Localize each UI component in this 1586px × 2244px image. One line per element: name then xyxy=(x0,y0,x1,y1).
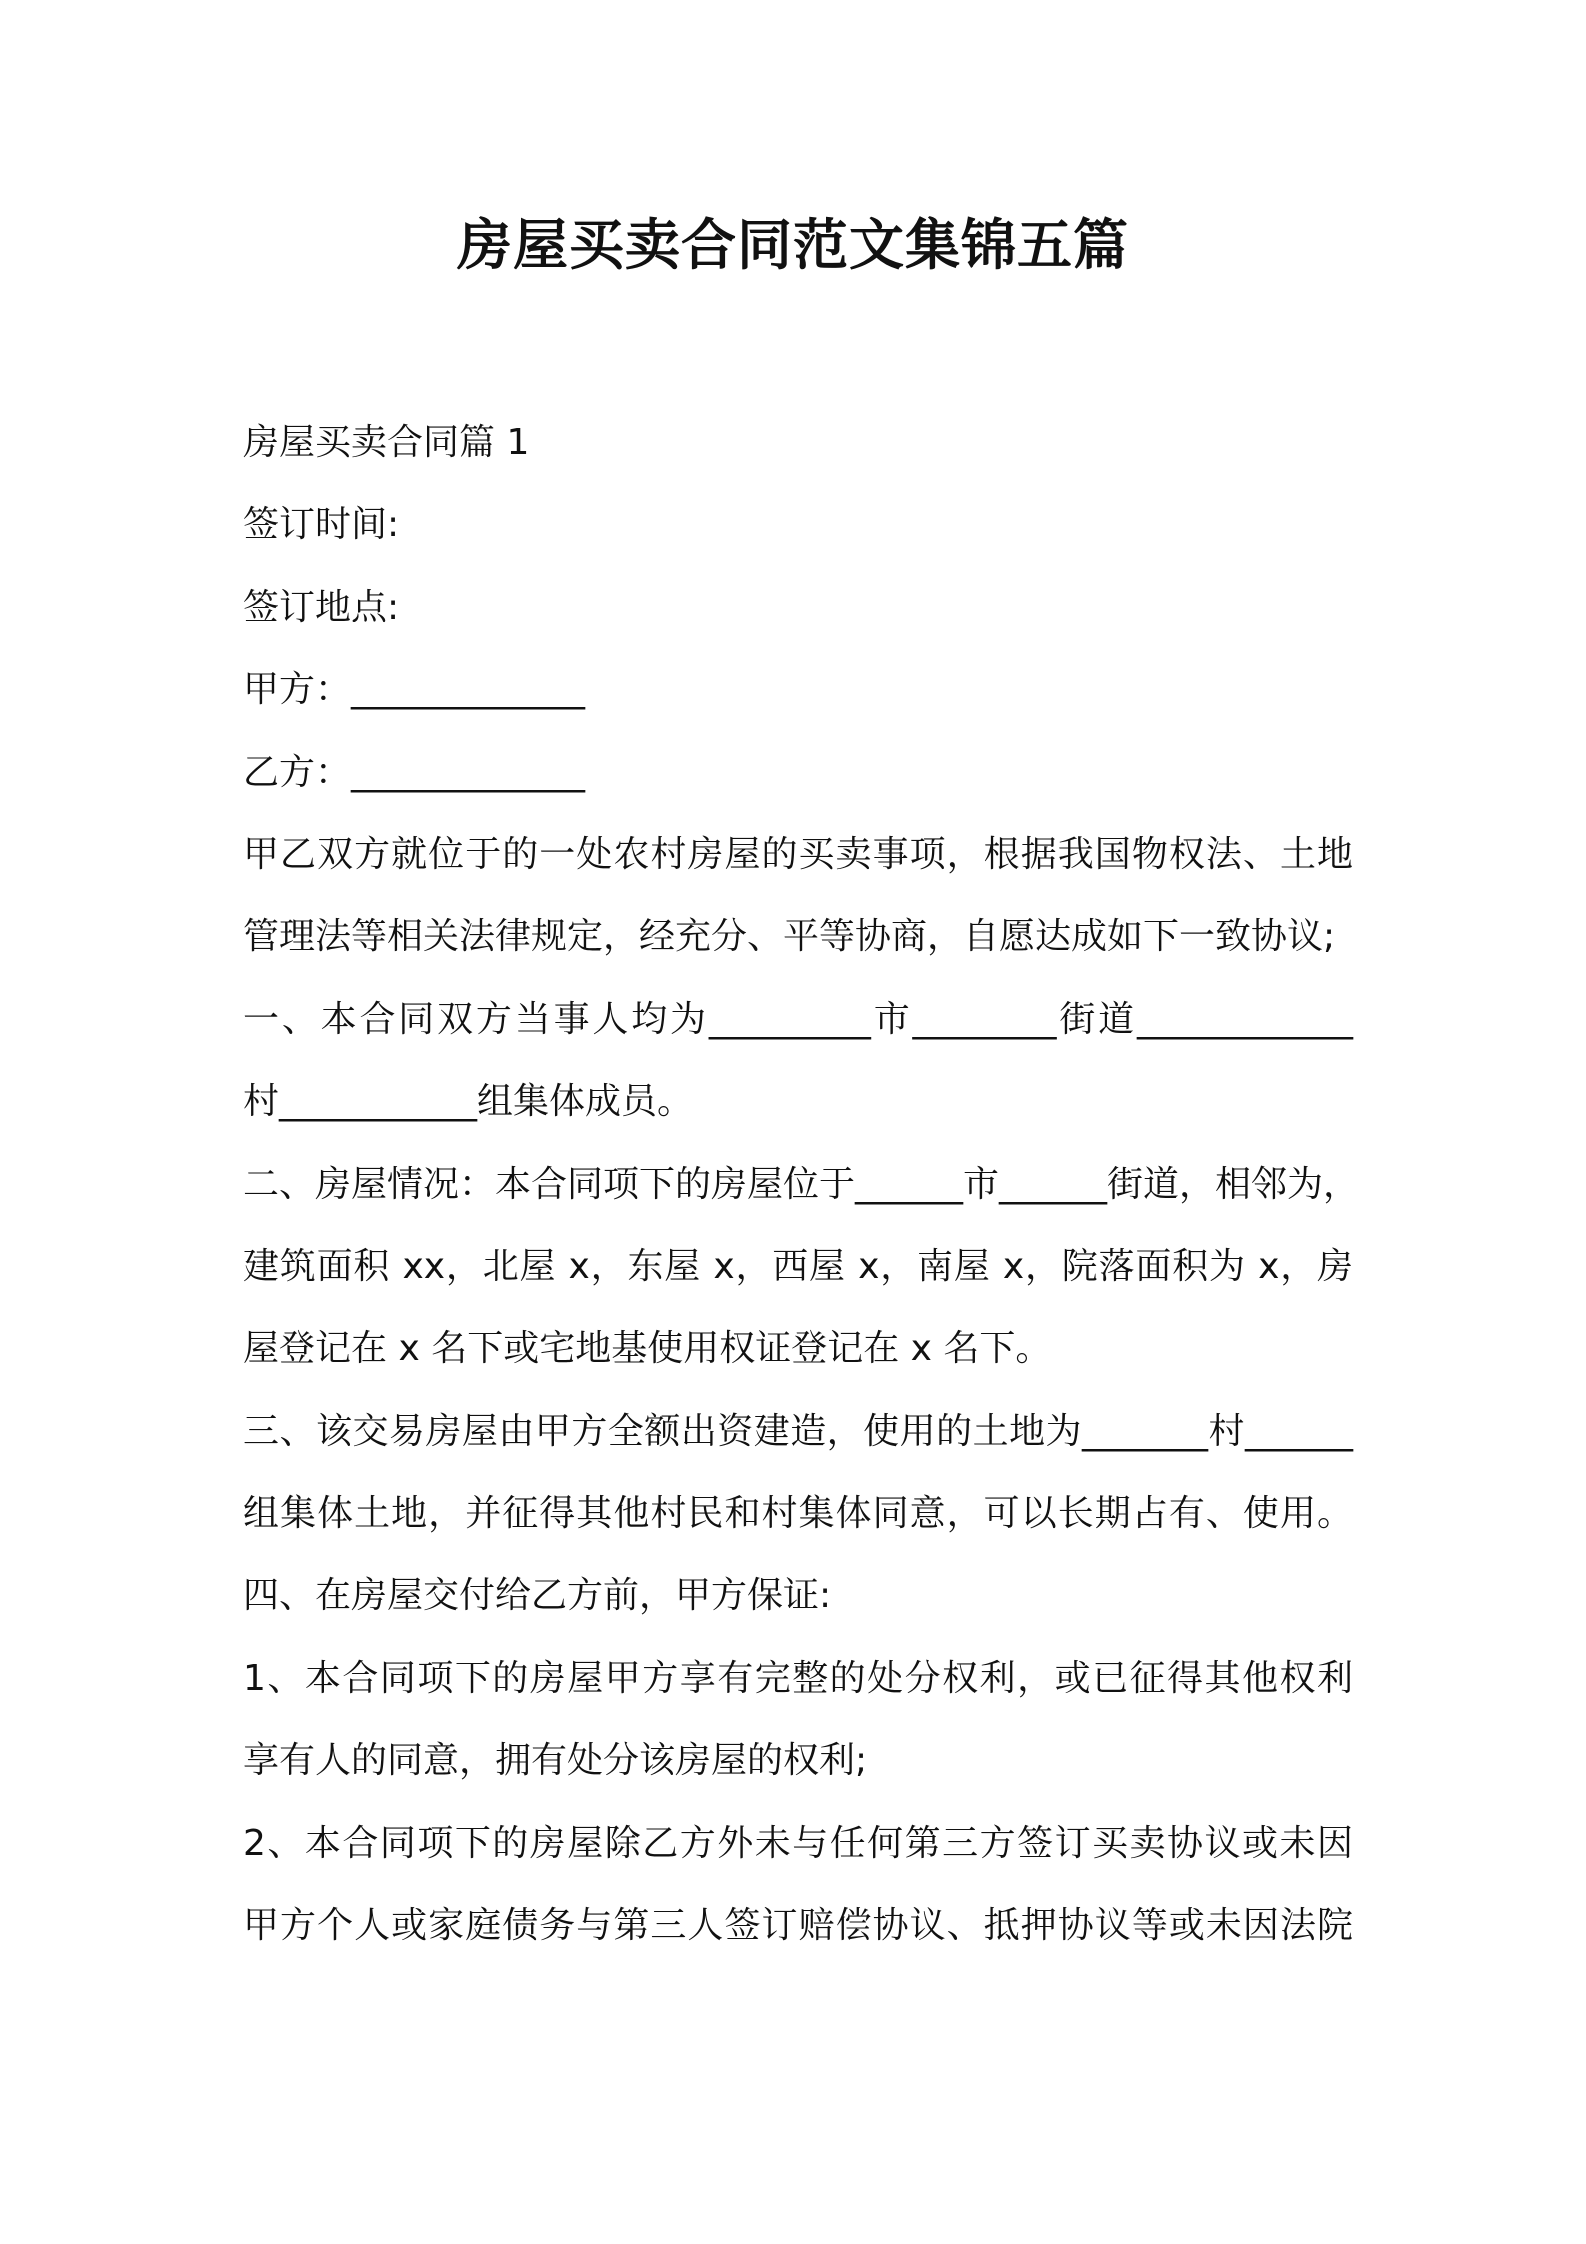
paragraph-line: 一、本合同双方当事人均为_________市________街道____________ xyxy=(243,998,1353,1040)
paragraph-line: 甲乙双方就位于的一处农村房屋的买卖事项，根据我国物权法、土地 xyxy=(243,833,1353,875)
paragraph-line: 2、本合同项下的房屋除乙方外未与任何第三方签订买卖协议或未因 xyxy=(243,1822,1353,1864)
paragraph-line: 享有人的同意，拥有处分该房屋的权利; xyxy=(243,1740,868,1782)
signing-time-field: 签订时间: xyxy=(243,504,400,546)
paragraph-line: 1、本合同项下的房屋甲方享有完整的处分权利，或已征得其他权利 xyxy=(243,1657,1353,1699)
paragraph-line: 二、房屋情况：本合同项下的房屋位于______市______街道，相邻为， xyxy=(243,1163,1360,1205)
paragraph-line: 四、在房屋交付给乙方前，甲方保证: xyxy=(243,1575,832,1617)
document-body xyxy=(243,402,1373,1967)
document-title: 房屋买卖合同范文集锦五篇 xyxy=(456,213,1129,277)
party-b-field: 乙方：_____________ xyxy=(243,751,586,793)
section-heading: 房屋买卖合同篇 1 xyxy=(243,422,530,463)
paragraph-line: 建筑面积 xx，北屋 x，东屋 x，西屋 x，南屋 x，院落面积为 x，房 xyxy=(243,1245,1353,1287)
paragraph-line: 甲方个人或家庭债务与第三人签订赔偿协议、抵押协议等或未因法院 xyxy=(243,1905,1353,1947)
signing-place-field: 签订地点: xyxy=(243,586,400,628)
paragraph-line: 管理法等相关法律规定，经充分、平等协商，自愿达成如下一致协议; xyxy=(243,916,1336,958)
paragraph-line: 屋登记在 x 名下或宅地基使用权证登记在 x 名下。 xyxy=(243,1328,1052,1370)
party-a-field: 甲方：_____________ xyxy=(243,669,586,711)
paragraph-line: 三、该交易房屋由甲方全额出资建造，使用的土地为_______村______ xyxy=(243,1410,1353,1452)
paragraph-line: 组集体土地，并征得其他村民和村集体同意，可以长期占有、使用。 xyxy=(243,1493,1353,1535)
paragraph-line: 村___________组集体成员。 xyxy=(243,1081,694,1123)
